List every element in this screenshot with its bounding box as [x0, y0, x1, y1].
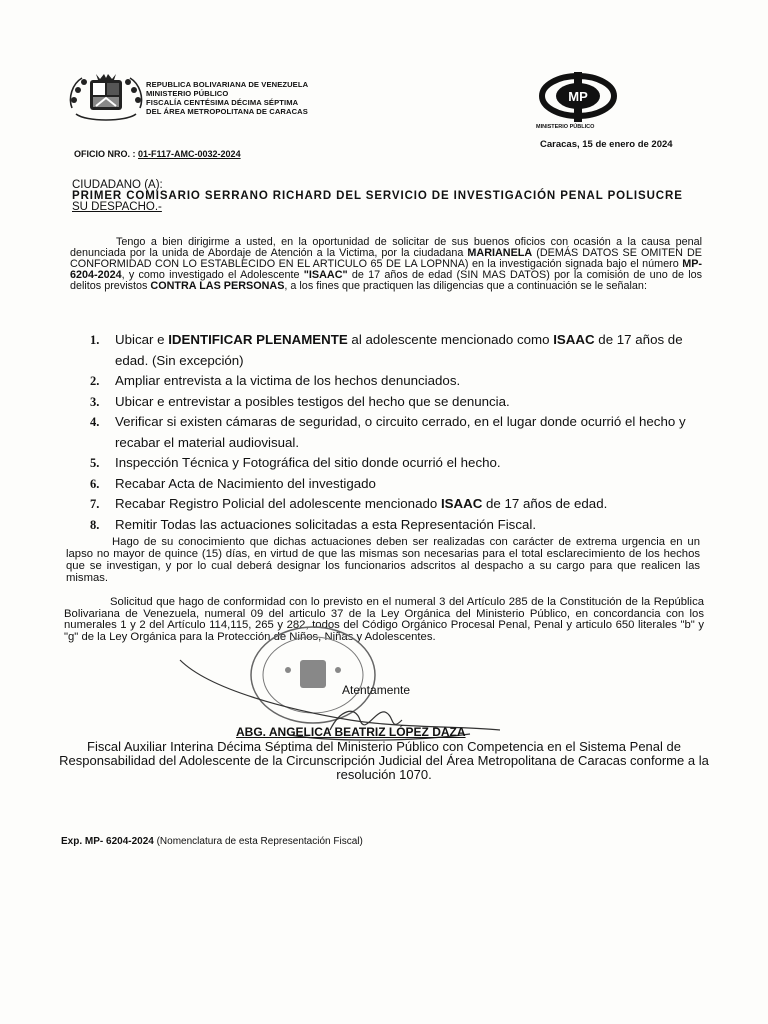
coat-of-arms-logo [66, 70, 146, 126]
list-item [90, 515, 710, 536]
list-item [90, 392, 710, 413]
intro-text: de 17 años de edad (SIN MAS DATOS) por la comisión de uno de los delitos previstos [70, 269, 703, 292]
institution-header [146, 80, 308, 116]
signer-name: ABG. ANGELICA BEATRIZ LÓPEZ DAZA [236, 725, 466, 739]
list-item [90, 371, 710, 392]
su-despacho: SU DESPACHO.- [72, 201, 162, 213]
logo-mp-text: MP [568, 89, 588, 104]
ministerio-publico-label: MINISTERIO PÚBLICO [536, 124, 595, 130]
addressee-block [72, 180, 702, 213]
item-text: Ubicar e [115, 332, 169, 347]
item-text: Verificar si existen cámaras de seguridad, o circuito cerrado, en el lugar donde ocurrió el hecho y recabar el material audiovisual. [115, 414, 686, 450]
list-item [90, 474, 710, 495]
expediente-note: (Nomenclatura de esta Representación Fiscal) [153, 836, 363, 847]
intro-text: Tengo a bien dirigirme a usted, en la oportunidad de solicitar de sus buenos oficios con ocasión a la causa penal denunciada por la unida de Abordaje de Atención a la Victima, por la ciudadana [70, 236, 702, 259]
atentamente-text: Atentamente [342, 683, 411, 697]
salutation: CIUDADANO (A): [72, 179, 163, 191]
expediente-footer [61, 836, 363, 847]
signer-title: Fiscal Auxiliar Interina Décima Séptima del Ministerio Público con Competencia en el Sistema Penal de Responsabilidad del Adolescente de la Circunscripción Judicial del Área Metropolitana de Caracas conforme a la resolución 1070. [59, 739, 709, 782]
list-item [90, 453, 710, 474]
victim-name: MARIANELA [467, 247, 533, 259]
item-number: 1. [90, 333, 100, 347]
item-text-bold: IDENTIFICAR PLENAMENTE [168, 332, 348, 347]
list-item [90, 412, 710, 453]
item-text: Remitir Todas las actuaciones solicitadas a esta Representación Fiscal. [115, 516, 537, 532]
item-number: 4. [90, 415, 100, 429]
crime-type: CONTRA LAS PERSONAS [150, 280, 285, 292]
intro-text: , a los fines que practiquen las diligencias que a continuación se le señalan: [284, 280, 647, 292]
header-line: DEL ÁREA METROPOLITANA DE CARACAS [146, 107, 308, 116]
item-text-bold: ISAAC [553, 332, 595, 347]
item-text: de 17 años de edad. [482, 496, 608, 511]
diligence-list [90, 330, 710, 535]
item-text: Inspección Técnica y Fotográfica del sitio donde ocurrió el hecho. [115, 455, 501, 470]
item-text: Ubicar e entrevistar a posibles testigos del hecho que se denuncia. [115, 393, 510, 409]
case-number: MP-6204-2024 [70, 258, 702, 281]
investigated-name: "ISAAC" [303, 269, 348, 281]
oficio-number [74, 149, 241, 159]
urgency-text: Hago de su conocimiento que dichas actuaciones deben ser realizadas con carácter de extrema urgencia en un lapso no mayor de quince (15) días, en virtud de que las mismas son necesarias para el total esclarecimiento de los hechos que se investigan, y por lo cual deberá designar los funcionarios adscritos al despacho a su cargo para que realicen las mismas. [66, 536, 700, 584]
item-text-bold: ISAAC [440, 496, 483, 511]
intro-text: , y como investigado el Adolescente [121, 269, 304, 281]
expediente-number: Exp. MP- 6204-2024 [61, 836, 154, 847]
item-text: Ampliar entrevista a la victima de los hechos denunciados. [115, 373, 461, 388]
header-line: FISCALÍA CENTÉSIMA DÉCIMA SÉPTIMA [146, 98, 299, 107]
oficio-label: OFICIO NRO. : [74, 149, 136, 159]
item-number: 6. [90, 476, 100, 491]
intro-paragraph [70, 237, 702, 292]
header-line: MINISTERIO PÚBLICO [146, 89, 229, 98]
item-text: Recabar Acta de Nacimiento del investigado [115, 475, 376, 491]
item-number: 3. [90, 394, 100, 409]
intro-text: (DEMÁS DATOS SE OMITEN DE CONFORMIDAD CON LO ESTABLECIDO EN EL ARTICULO 65 DE LA LOPNNA) en la investigación signada bajo el número [70, 247, 702, 270]
list-item [90, 330, 710, 371]
list-item [90, 494, 710, 515]
item-number: 8. [90, 517, 100, 532]
legal-text: Solicitud que hago de conformidad con lo previsto en el numeral 3 del Artículo 285 de la Constitución de la República Bolivariana de Venezuela, numeral 09 del articulo 37 de la Ley Orgánica del Ministerio Público, en concordancia con los numerales 1 y 2 del Artículo 114,115, 265 y 282, todos del Código Orgánico Procesal Penal, Penal y articulo 650 literales "b" y "g" de la Ley Orgánica para la Protección de Niños, Niñas y Adolescentes. [64, 596, 704, 643]
header-line: REPUBLICA BOLIVARIANA DE VENEZUELA [146, 80, 309, 89]
item-text: Recabar Registro Policial del adolescente mencionado [115, 496, 441, 511]
item-number: 2. [90, 374, 100, 388]
item-text: de 17 años de edad. (Sin excepción) [115, 332, 683, 368]
oficio-value: 01-F117-AMC-0032-2024 [138, 149, 241, 159]
addressee-name: PRIMER COMISARIO SERRANO RICHARD DEL SERVICIO DE INVESTIGACIÓN PENAL POLISUCRE [72, 190, 683, 202]
urgency-paragraph [66, 536, 700, 584]
item-text: al adolescente mencionado como [347, 332, 554, 347]
item-number: 5. [90, 456, 100, 470]
document-date: Caracas, 15 de enero de 2024 [540, 139, 673, 150]
item-number: 7. [90, 497, 100, 511]
